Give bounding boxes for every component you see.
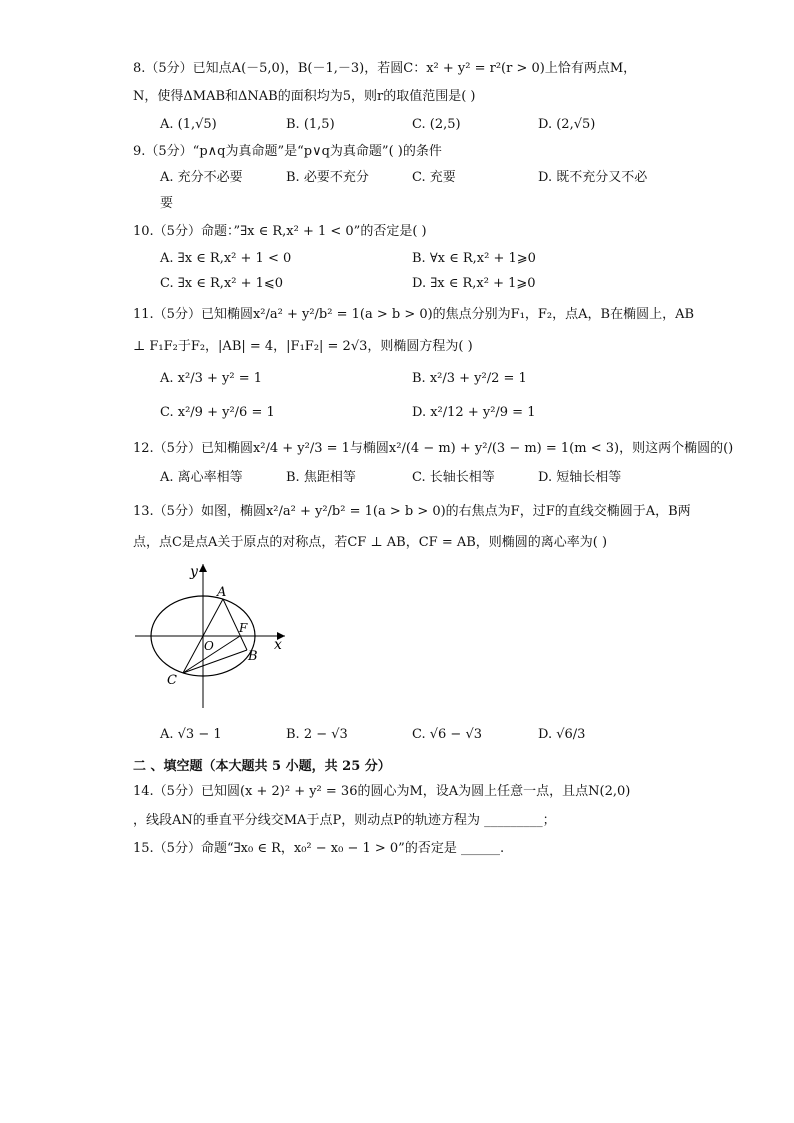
q8-option-c: C. (2,5) [412, 117, 461, 132]
q9-option-b: B. 必要不充分 [286, 170, 369, 185]
q10-option-b: B. ∀x ∈ R,x² + 1⩾0 [412, 251, 536, 266]
label-o: O [204, 639, 214, 653]
q14-line1: 14.（5分）已知圆(x + 2)² + y² = 36的圆心为M，设A为圆上任意一点，且点N(2,0) [133, 784, 631, 799]
q9-option-a: A. 充分不必要 [160, 170, 243, 185]
q11-line1: 11.（5分）已知椭圆x²/a² + y²/b² = 1(a > b > 0)的焦点分别为F₁，F₂，点A，B在椭圆上，AB [133, 307, 695, 322]
q12-option-b: B. 焦距相等 [286, 470, 356, 485]
q13-option-d: D. √6/3 [538, 727, 586, 742]
q12-option-c: C. 长轴长相等 [412, 470, 495, 485]
q12-line1: 12.（5分）已知椭圆x²/4 + y²/3 = 1与椭圆x²/(4 − m) + y²/(3 − m) = 1(m < 3)，则这两个椭圆的() [133, 441, 734, 456]
q8-option-d: D. (2,√5) [538, 117, 596, 132]
q10-line1: 10.（5分）命题：”∃x ∈ R,x² + 1 < 0”的否定是( ) [133, 224, 427, 239]
q8-line1: 8.（5分）已知点A(－5,0)，B(－1,－3)，若圆C：x² + y² = r²(r > 0)上恰有两点M， [133, 61, 637, 76]
q13-line1: 13.（5分）如图，椭圆x²/a² + y²/b² = 1(a > b > 0)的右焦点为F，过F的直线交椭圆于A，B两 [133, 504, 691, 519]
q8-line2: N，使得ΔMAB和ΔNAB的面积均为5，则r的取值范围是( ) [133, 89, 476, 104]
q8-option-b: B. (1,5) [286, 117, 335, 132]
q10-option-d: D. ∃x ∈ R,x² + 1⩾0 [412, 276, 536, 291]
q14-line2: ，线段AN的垂直平分线交MA于点P，则动点P的轨迹方程为 _________； [133, 813, 556, 828]
q12-option-d: D. 短轴长相等 [538, 470, 622, 485]
q13-option-c: C. √6 − √3 [412, 727, 483, 742]
q11-option-a: A. x²/3 + y² = 1 [160, 371, 262, 386]
y-axis-arrow [199, 564, 207, 572]
q9-option-c: C. 充要 [412, 170, 456, 185]
q11-option-c: C. x²/9 + y²/6 = 1 [160, 405, 275, 420]
q8-option-a: A. (1,√5) [160, 117, 217, 132]
q9-option-d-cont: 要 [160, 196, 174, 211]
q12-option-a: A. 离心率相等 [160, 470, 243, 485]
q11-option-b: B. x²/3 + y²/2 = 1 [412, 371, 527, 386]
q11-option-d: D. x²/12 + y²/9 = 1 [412, 405, 536, 420]
line-cb [183, 650, 247, 673]
q15-line1: 15.（5分）命题“∃x₀ ∈ R，x₀² − x₀ − 1 > 0”的否定是 ______. [133, 841, 505, 856]
label-x: x [274, 637, 282, 653]
q11-line2: ⊥ F₁F₂于F₂，|AB| = 4，|F₁F₂| = 2√3，则椭圆方程为( ) [133, 339, 473, 354]
q13-option-a: A. √3 − 1 [160, 727, 222, 742]
q10-option-c: C. ∃x ∈ R,x² + 1⩽0 [160, 276, 284, 291]
label-y: y [190, 564, 198, 580]
label-b: B [248, 649, 258, 664]
q10-option-a: A. ∃x ∈ R,x² + 1 < 0 [160, 251, 292, 266]
label-a: A [217, 585, 227, 600]
section-fill-in-title: 二 、填空题（本大题共 5 小题，共 25 分） [133, 759, 391, 774]
ellipse-figure [130, 560, 300, 710]
label-c: C [167, 673, 177, 688]
label-f: F [239, 621, 248, 635]
q13-option-b: B. 2 − √3 [286, 727, 348, 742]
q13-line2: 点，点C是点A关于原点的对称点，若CF ⊥ AB，CF = AB，则椭圆的离心率为( ) [133, 535, 608, 550]
q9-option-d: D. 既不充分又不必 [538, 170, 648, 185]
q9-line1: 9.（5分）“p∧q为真命题”是“p∨q为真命题”( )的条件 [133, 144, 442, 159]
